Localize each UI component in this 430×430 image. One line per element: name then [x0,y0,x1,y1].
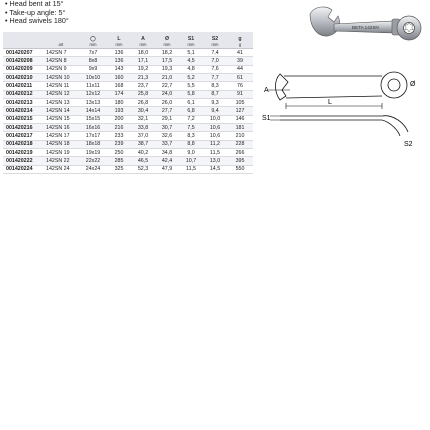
value-cell: 18,0 [131,49,155,57]
value-cell: 395 [227,157,253,165]
value-cell: 19,3 [155,65,179,73]
value-cell: 17x17 [79,132,107,140]
ring-end-outline [381,72,407,98]
item-code-cell: 001420211 [3,82,43,90]
value-cell: 16x16 [79,124,107,132]
value-cell: 210 [227,132,253,140]
value-cell: 136 [107,49,131,57]
value-cell: 4,5 [179,57,203,65]
value-cell: 21,3 [131,74,155,82]
column-icon: S2 [211,36,219,42]
table-row [3,157,253,165]
column-icon: A [141,36,145,42]
value-cell: 7,6 [203,65,227,73]
value-cell: 10,6 [203,132,227,140]
value-cell: 19x19 [79,149,107,157]
column-unit: mm [187,42,195,47]
column-header [155,32,179,49]
value-cell: 7,2 [179,115,203,123]
value-cell: 18x18 [79,140,107,148]
model-cell: 142SN 10 [43,74,79,82]
table-row [3,99,253,107]
ratchet-head-icon [392,16,421,40]
item-code-cell: 001420213 [3,99,43,107]
value-cell: 7x7 [79,49,107,57]
value-cell: 285 [107,157,131,165]
column-unit: mm [115,42,123,47]
value-cell: 14x14 [79,107,107,115]
column-icon: Ø [164,36,170,42]
value-cell: 10,6 [203,124,227,132]
model-cell: 142SN 19 [43,149,79,157]
table-row [3,132,253,140]
value-cell: 13,0 [203,157,227,165]
value-cell: 11,5 [203,149,227,157]
value-cell: 11,5 [179,165,203,173]
model-cell: 142SN 9 [43,65,79,73]
value-cell: 22x22 [79,157,107,165]
value-cell: 143 [107,65,131,73]
open-end-outline [276,74,289,100]
value-cell: 5,1 [179,49,203,57]
model-cell: 142SN 24 [43,165,79,173]
table-row [3,49,253,57]
column-header [131,32,155,49]
value-cell: 200 [107,115,131,123]
column-header [3,32,43,49]
value-cell: 21,0 [155,74,179,82]
value-cell: 22,7 [155,82,179,90]
value-cell: 5,8 [179,90,203,98]
column-header [107,32,131,49]
value-cell: 216 [107,124,131,132]
model-cell: 142SN 12 [43,90,79,98]
table-row [3,90,253,98]
model-cell: 142SN 11 [43,82,79,90]
value-cell: 13x13 [79,99,107,107]
column-header [179,32,203,49]
label-s2: S2 [404,141,413,148]
value-cell: 32,1 [131,115,155,123]
model-cell: 142SN 18 [43,140,79,148]
value-cell: 180 [107,99,131,107]
item-code-cell: 001420210 [3,74,43,82]
column-header [43,32,79,49]
column-icon: L [117,36,121,42]
feature-item: • Take-up angle: 5° [5,7,66,17]
column-icon: g [238,36,242,42]
label-s1: S1 [262,115,271,122]
value-cell: 42,4 [155,157,179,165]
value-cell: 9,4 [203,107,227,115]
value-cell: 41 [227,49,253,57]
value-cell: 24,0 [155,90,179,98]
table-row [3,65,253,73]
value-cell: 11x11 [79,82,107,90]
value-cell: 38,7 [131,140,155,148]
value-cell: 12x12 [79,90,107,98]
model-cell: 142SN 16 [43,124,79,132]
value-cell: 239 [107,140,131,148]
column-unit: mm [139,42,147,47]
value-cell: 127 [227,107,253,115]
value-cell: 52,3 [131,165,155,173]
feature-item: • Head swivels 180° [5,16,69,26]
item-code-cell: 001420222 [3,157,43,165]
model-cell: 142SN 8 [43,57,79,65]
label-diameter: Ø [410,81,416,88]
value-cell: 10,7 [179,157,203,165]
value-cell: 105 [227,99,253,107]
value-cell: 61 [227,74,253,82]
value-cell: 29,1 [155,115,179,123]
value-cell: 193 [107,107,131,115]
value-cell: 37,0 [131,132,155,140]
value-cell: 168 [107,82,131,90]
table-row [3,165,253,173]
value-cell: 250 [107,149,131,157]
item-code-cell: 001420218 [3,140,43,148]
model-cell: 142SN 17 [43,132,79,140]
spec-table [3,32,253,174]
value-cell: 7,4 [203,49,227,57]
value-cell: 9,0 [179,149,203,157]
value-cell: 10,0 [203,115,227,123]
value-cell: 8,3 [203,82,227,90]
value-cell: 44 [227,65,253,73]
item-code-cell: 001420209 [3,65,43,73]
value-cell: 17,1 [131,57,155,65]
column-unit: art [58,42,64,47]
column-header [203,32,227,49]
value-cell: 26,8 [131,99,155,107]
item-code-cell: 001420217 [3,132,43,140]
column-unit: mm [211,42,219,47]
value-cell: 33,7 [155,140,179,148]
value-cell: 146 [227,115,253,123]
item-code-cell: 001420207 [3,49,43,57]
value-cell: 550 [227,165,253,173]
label-l: L [328,99,332,106]
value-cell: 136 [107,57,131,65]
column-icon: ◯ [90,36,96,42]
value-cell: 6,1 [179,99,203,107]
model-cell: 142SN 13 [43,99,79,107]
value-cell: 174 [107,90,131,98]
model-cell: 142SN 15 [43,115,79,123]
value-cell: 8,3 [179,132,203,140]
value-cell: 30,7 [155,124,179,132]
value-cell: 9x9 [79,65,107,73]
column-unit: g [238,42,242,47]
column-header [227,32,253,49]
value-cell: 11,2 [203,140,227,148]
value-cell: 40,2 [131,149,155,157]
value-cell: 7,7 [203,74,227,82]
value-cell: 39 [227,57,253,65]
value-cell: 91 [227,90,253,98]
value-cell: 8,8 [179,140,203,148]
table-header [3,32,253,49]
value-cell: 266 [227,149,253,157]
value-cell: 233 [107,132,131,140]
table-row [3,74,253,82]
value-cell: 5,2 [179,74,203,82]
table-row [3,149,253,157]
value-cell: 76 [227,82,253,90]
value-cell: 23,7 [131,82,155,90]
table-row [3,140,253,148]
item-code-cell: 001420216 [3,124,43,132]
value-cell: 7,0 [203,57,227,65]
value-cell: 17,5 [155,57,179,65]
item-code-cell: 001420219 [3,149,43,157]
item-code-cell: 001420215 [3,115,43,123]
value-cell: 181 [227,124,253,132]
value-cell: 10x10 [79,74,107,82]
value-cell: 228 [227,140,253,148]
value-cell: 15x15 [79,115,107,123]
value-cell: 8,7 [203,90,227,98]
item-code-cell: 001420224 [3,165,43,173]
table-row [3,115,253,123]
value-cell: 18,2 [155,49,179,57]
value-cell: 25,8 [131,90,155,98]
model-cell: 142SN 22 [43,157,79,165]
table-row [3,82,253,90]
model-cell: 142SN 7 [43,49,79,57]
features-list [5,0,69,26]
column-header [79,32,107,49]
brand-text: BETA 142SN [352,25,379,30]
model-cell: 142SN 14 [43,107,79,115]
value-cell: 9,3 [203,99,227,107]
table-row [3,124,253,132]
wrench-photo [308,4,423,52]
open-end-icon [310,7,340,36]
value-cell: 4,8 [179,65,203,73]
value-cell: 14,5 [203,165,227,173]
dimension-diagram [262,62,422,172]
column-icon: S1 [187,36,195,42]
column-unit: mm [163,42,171,47]
item-code-cell: 001420208 [3,57,43,65]
table-row [3,107,253,115]
value-cell: 47,9 [155,165,179,173]
value-cell: 26,0 [155,99,179,107]
value-cell: 24x24 [79,165,107,173]
value-cell: 5,5 [179,82,203,90]
item-code-cell: 001420212 [3,90,43,98]
value-cell: 325 [107,165,131,173]
value-cell: 6,8 [179,107,203,115]
feature-item: • Head bent at 15° [5,0,64,8]
value-cell: 34,8 [155,149,179,157]
value-cell: 30,4 [131,107,155,115]
item-code-cell: 001420214 [3,107,43,115]
value-cell: 160 [107,74,131,82]
value-cell: 46,5 [131,157,155,165]
value-cell: 19,2 [131,65,155,73]
column-unit: mm [89,42,97,47]
table-row [3,57,253,65]
value-cell: 32,6 [155,132,179,140]
value-cell: 27,7 [155,107,179,115]
value-cell: 7,5 [179,124,203,132]
value-cell: 33,8 [131,124,155,132]
value-cell: 8x8 [79,57,107,65]
label-a: A [264,87,269,94]
